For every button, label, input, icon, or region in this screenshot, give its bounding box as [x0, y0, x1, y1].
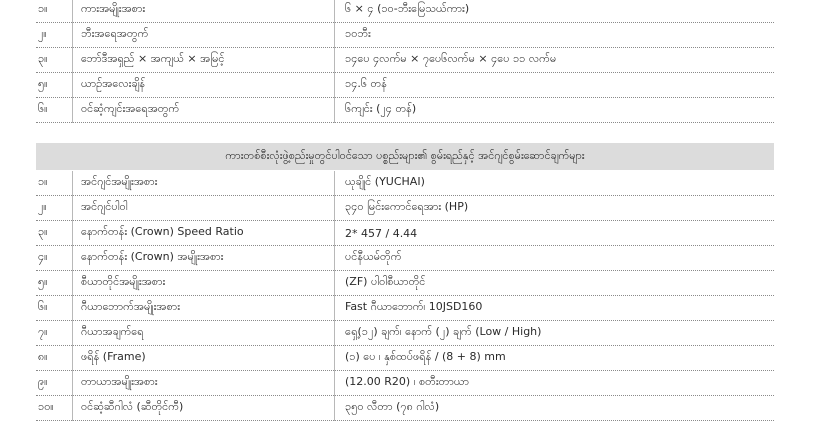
table-row: [36, 396, 774, 421]
spec-value: (၁) ပေ ၊ နှစ်ထပ်ဖရိန် / (8 + 8) mm: [335, 346, 775, 371]
engine-spec-table: [36, 171, 774, 421]
spec-value: ၁၀ဘီး: [335, 23, 775, 48]
spec-value: ယုချိုင် (YUCHAI): [335, 171, 775, 196]
spec-value: ရှေ့(၁၂) ချက်၊ နောက် (၂) ချက် (Low / High): [335, 321, 775, 346]
table-row: [36, 98, 774, 123]
spec-label: ယာဉ်အလေးချိန်: [73, 73, 335, 98]
section-header: ကားတစ်စီးလုံးဖွဲ့စည်းမှုတွင်ပါဝင်သော ပစ္စည်းများ၏ စွမ်းရည်နှင့် အင်ဂျင်စွမ်းဆောင်ချက်များ: [36, 143, 774, 170]
spec-value: Fast ဂီယာဘောက်၊ 10JSD160: [335, 296, 775, 321]
spec-value: ၁၄ပေ ၄လက်မ × ၇ပေ၆လက်မ × ၄ပေ ၁၁ လက်မ: [335, 48, 775, 73]
row-number: ၂။: [36, 196, 73, 221]
table-row: [36, 371, 774, 396]
spec-label: ဝင်ဆံ့ဆီဂါလံ (ဆီတိုင်ကီ): [73, 396, 335, 421]
spec-label: ဂီယာဘောက်အမျိုးအစား: [73, 296, 335, 321]
spec-label: ဂီယာအချက်ရေ: [73, 321, 335, 346]
spec-label: ဘော်ဒီအရှည် × အကျယ် × အမြင့်: [73, 48, 335, 73]
row-number: ၅။: [36, 73, 73, 98]
table-row: [36, 221, 774, 246]
row-number: ၆။: [36, 296, 73, 321]
table-row: [36, 296, 774, 321]
spec-value: ၃၄၀ မြင်းကောင်ရေအား (HP): [335, 196, 775, 221]
row-number: ၂။: [36, 23, 73, 48]
table-row: [36, 346, 774, 371]
spec-label: တာယာအမျိုးအစား: [73, 371, 335, 396]
spec-value: 2* 457 / 4.44: [335, 221, 775, 246]
table-row: [36, 73, 774, 98]
table-row: [36, 171, 774, 196]
spec-label: ဝင်ဆံ့ကျင်းအရေအတွက်: [73, 98, 335, 123]
table-row: [36, 23, 774, 48]
row-number: ၇။: [36, 321, 73, 346]
spec-label: ဘီးအရေအတွက်: [73, 23, 335, 48]
spec-value: ပင်နီယမ်တိုက်: [335, 246, 775, 271]
row-number: ၉။: [36, 371, 73, 396]
spec-label: အင်ဂျင်ပါဝါ: [73, 196, 335, 221]
table-row: [36, 246, 774, 271]
row-number: ၁။: [36, 0, 73, 23]
spec-label: နောက်တန်း (Crown) Speed Ratio: [73, 221, 335, 246]
spec-value: ၁၄.၆ တန်: [335, 73, 775, 98]
spec-value: ၃၅၀ လီတာ (၇၈ ဂါလံ): [335, 396, 775, 421]
spec-label: အင်ဂျင်အမျိုးအစား: [73, 171, 335, 196]
table-row: [36, 0, 774, 23]
table-row: [36, 196, 774, 221]
spec-label: စီယာတိုင်အမျိုးအစား: [73, 271, 335, 296]
row-number: ၁၀။: [36, 396, 73, 421]
row-number: ၅။: [36, 271, 73, 296]
spec-label: ကားအမျိုးအစား: [73, 0, 335, 23]
spec-label: ဖရိန် (Frame): [73, 346, 335, 371]
row-number: ၁။: [36, 171, 73, 196]
vehicle-spec-table: [36, 0, 774, 123]
table-row: [36, 321, 774, 346]
row-number: ၈။: [36, 346, 73, 371]
row-number: ၃။: [36, 48, 73, 73]
spec-value: ၆ကျင်း (၂၄ တန်): [335, 98, 775, 123]
row-number: ၄။: [36, 246, 73, 271]
spec-value: (ZF) ပါဝါစီယာတိုင်: [335, 271, 775, 296]
spec-label: နောက်တန်း (Crown) အမျိုးအစား: [73, 246, 335, 271]
spec-value: ၆ × ၄ (၁၀-ဘီးမြေသယ်ကား): [335, 0, 775, 23]
spec-value: (12.00 R20) ၊ စတီးတာယာ: [335, 371, 775, 396]
table-row: [36, 48, 774, 73]
table-row: [36, 271, 774, 296]
row-number: ၆။: [36, 98, 73, 123]
row-number: ၃။: [36, 221, 73, 246]
